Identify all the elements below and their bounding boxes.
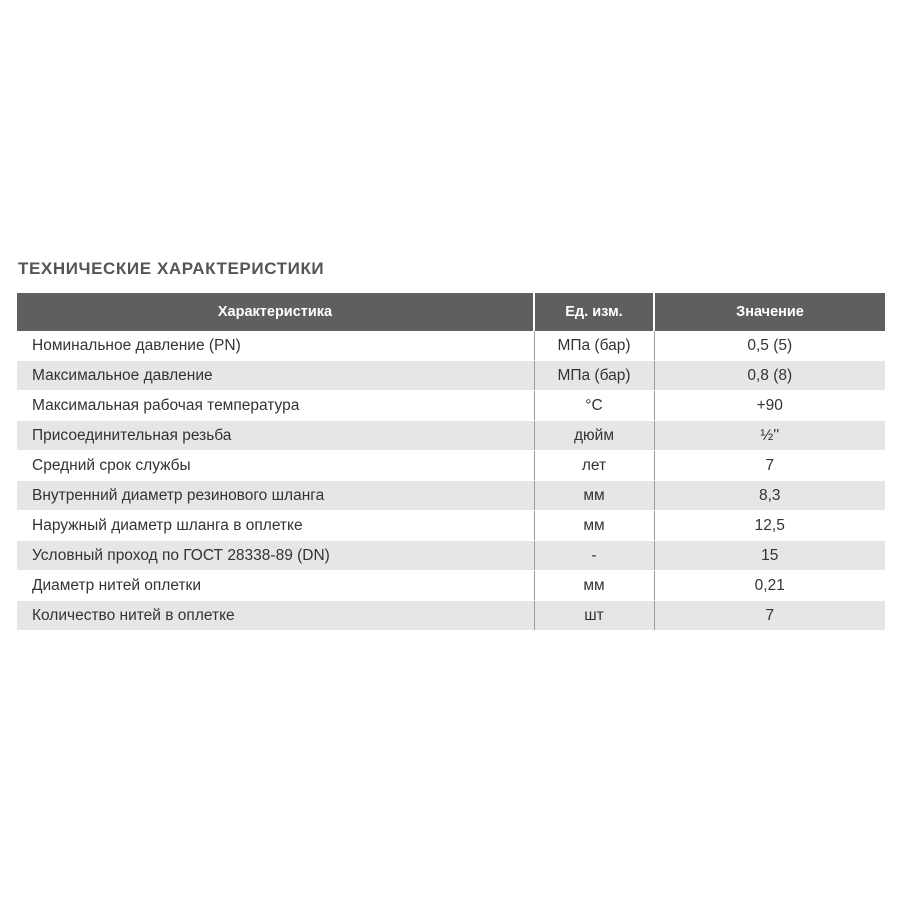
row-name: Номинальное давление (PN) [17,331,534,361]
row-name: Средний срок службы [17,451,534,481]
row-name: Присоединительная резьба [17,421,534,451]
table-row [17,421,885,451]
row-name: Внутренний диаметр резинового шланга [17,481,534,511]
spec-section [17,258,885,631]
row-name: Условный проход по ГОСТ 28338-89 (DN) [17,541,534,571]
column-header-unit: Ед. изм. [534,293,654,331]
table-row [17,391,885,421]
row-unit: °C [534,391,654,421]
row-unit: - [534,541,654,571]
row-value: 7 [654,601,885,631]
row-value: 0,21 [654,571,885,601]
table-header-row [17,293,885,331]
row-name: Диаметр нитей оплетки [17,571,534,601]
row-unit: мм [534,571,654,601]
table-row [17,511,885,541]
table-row [17,601,885,631]
table-row [17,571,885,601]
row-unit: мм [534,481,654,511]
row-value: 0,8 (8) [654,361,885,391]
row-value: 8,3 [654,481,885,511]
column-header-characteristic: Характеристика [17,293,534,331]
table-row [17,331,885,361]
row-unit: шт [534,601,654,631]
row-unit: МПа (бар) [534,361,654,391]
row-unit: дюйм [534,421,654,451]
row-value: 15 [654,541,885,571]
row-value: 12,5 [654,511,885,541]
row-value: +90 [654,391,885,421]
table-row [17,481,885,511]
row-name: Наружный диаметр шланга в оплетке [17,511,534,541]
spec-table [17,293,885,631]
row-name: Максимальная рабочая температура [17,391,534,421]
row-unit: мм [534,511,654,541]
row-value: 7 [654,451,885,481]
column-header-value: Значение [654,293,885,331]
table-row [17,451,885,481]
row-unit: МПа (бар) [534,331,654,361]
row-value: ½'' [654,421,885,451]
row-unit: лет [534,451,654,481]
table-row [17,541,885,571]
table-row [17,361,885,391]
row-name: Количество нитей в оплетке [17,601,534,631]
row-name: Максимальное давление [17,361,534,391]
row-value: 0,5 (5) [654,331,885,361]
section-title: ТЕХНИЧЕСКИЕ ХАРАКТЕРИСТИКИ [18,259,325,278]
